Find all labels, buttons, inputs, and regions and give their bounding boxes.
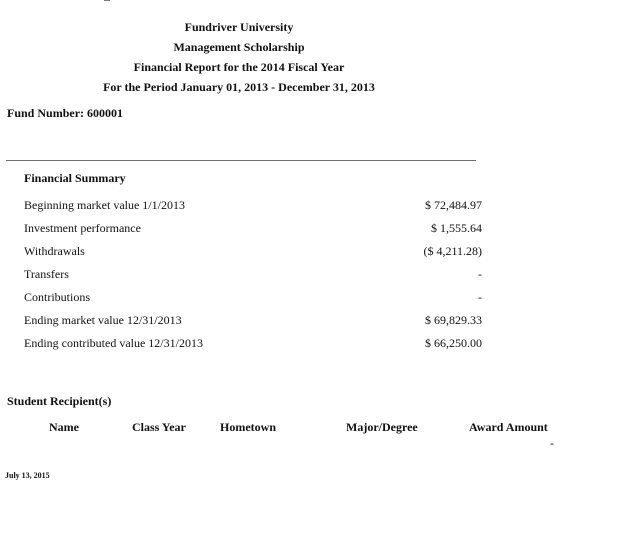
summary-row-label: Investment performance — [24, 221, 141, 235]
university-name: Fundriver University — [184, 20, 294, 34]
summary-row-label: Beginning market value 1/1/2013 — [24, 198, 185, 212]
recipients-title: Student Recipient(s) — [7, 394, 112, 408]
summary-row-label: Ending market value 12/31/2013 — [24, 313, 182, 327]
fund-number: Fund Number: 600001 — [7, 106, 124, 120]
summary-row-value: $ 1,555.64 — [431, 221, 482, 235]
summary-row-value: - — [478, 267, 482, 281]
section-divider — [6, 160, 476, 161]
summary-row-label: Ending contributed value 12/31/2013 — [24, 336, 203, 350]
column-header-class-year: Class Year — [132, 420, 186, 434]
fund-name: Management Scholarship — [173, 40, 305, 54]
summary-row-value: - — [478, 290, 482, 304]
report-date: July 13, 2015 — [5, 471, 50, 480]
report-title: Financial Report for the 2014 Fiscal Year — [133, 60, 345, 74]
summary-row-value: $ 69,829.33 — [425, 313, 482, 327]
top-edge-mark — [104, 0, 110, 1]
summary-row-value: $ 66,250.00 — [425, 336, 482, 350]
column-header-hometown: Hometown — [220, 420, 276, 434]
column-header-name: Name — [49, 420, 79, 434]
column-header-major-degree: Major/Degree — [346, 420, 418, 434]
report-period: For the Period January 01, 2013 - December 31, 2013 — [103, 80, 375, 94]
summary-row-label: Withdrawals — [24, 244, 85, 258]
financial-summary-title: Financial Summary — [24, 171, 126, 185]
summary-row-value: $ 72,484.97 — [425, 198, 482, 212]
summary-row-label: Contributions — [24, 290, 91, 304]
award-amount-total: - — [550, 436, 554, 450]
column-header-award-amount: Award Amount — [469, 420, 548, 434]
summary-row-label: Transfers — [24, 267, 69, 281]
summary-row-value: ($ 4,211.28) — [423, 244, 482, 258]
